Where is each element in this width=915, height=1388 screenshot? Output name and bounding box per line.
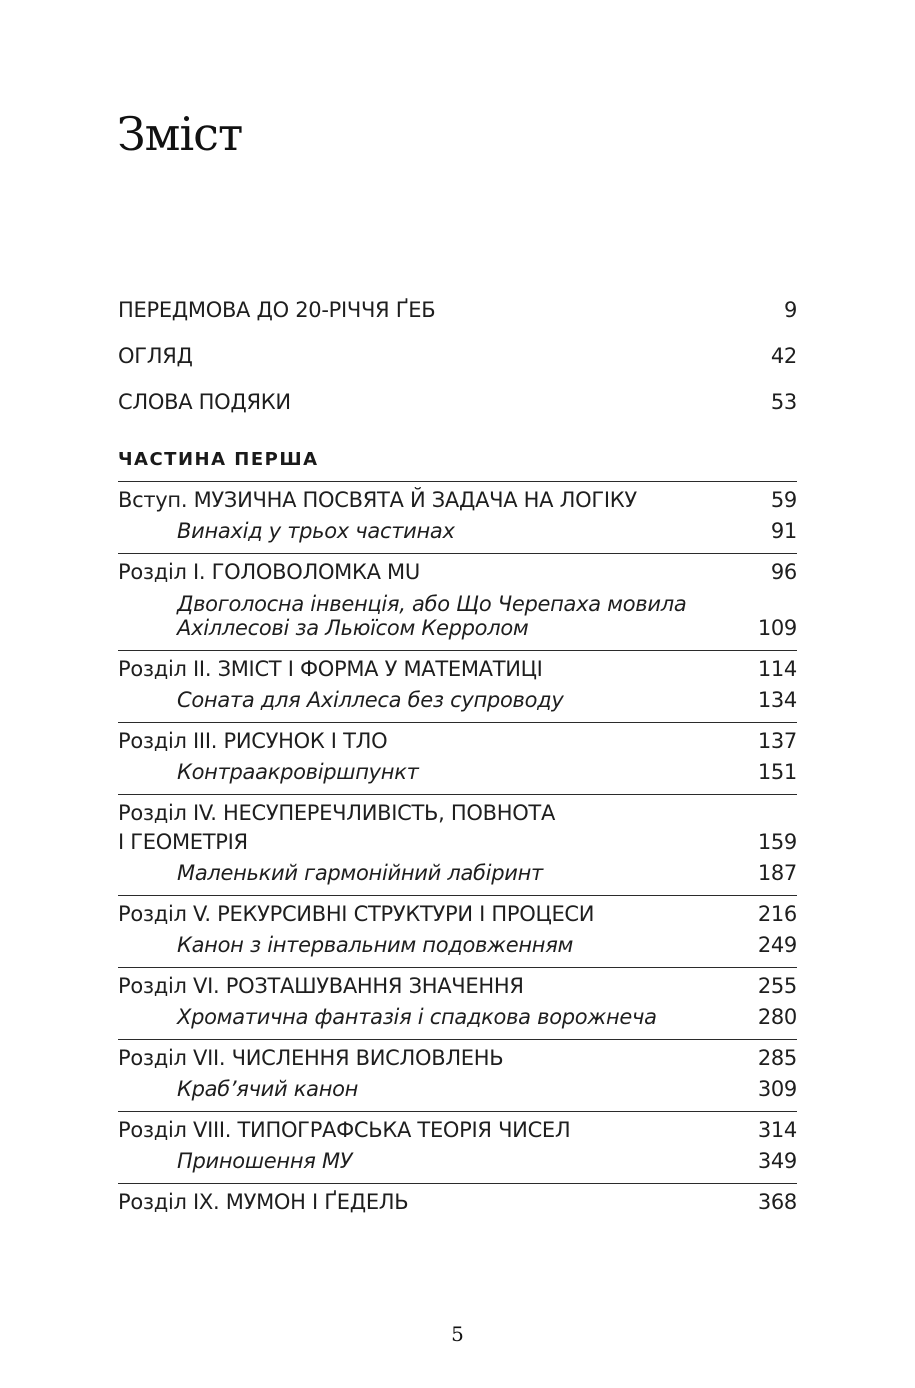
toc-entry-page: 159 — [757, 830, 797, 854]
toc-entry-title: Ахіллесові за Льюїсом Керролом — [177, 616, 529, 640]
toc-entry-page: 151 — [757, 760, 797, 784]
toc-entry-chapter-line2[interactable] — [118, 826, 797, 858]
toc-entry-page: 216 — [757, 902, 797, 926]
toc-entry-chapter[interactable] — [118, 725, 797, 757]
toc-entry-page: 368 — [757, 1190, 797, 1214]
toc-entry-title: Розділ VII. ЧИСЛЕННЯ ВИСЛОВЛЕНЬ — [118, 1046, 504, 1070]
section-divider — [118, 967, 797, 968]
toc-entry-title: ОГЛЯД — [118, 344, 193, 368]
section-divider — [118, 1039, 797, 1040]
toc-entry-page: 249 — [757, 933, 797, 957]
toc-entry-title: Розділ I. ГОЛОВОЛОМКА MU — [118, 560, 420, 584]
toc-entry-page: 309 — [757, 1077, 797, 1101]
toc-entry-page: 314 — [757, 1118, 797, 1142]
toc-entry-title: Канон з інтервальним подовженням — [177, 933, 574, 957]
toc-entry-chapter[interactable] — [118, 1114, 797, 1146]
toc-entry-title: Розділ IV. НЕСУПЕРЕЧЛИВІСТЬ, ПОВНОТА — [118, 801, 556, 825]
section-divider — [118, 722, 797, 723]
toc-entry-page: 114 — [757, 657, 797, 681]
section-divider — [118, 650, 797, 651]
toc-entry-foreword[interactable] — [118, 294, 797, 326]
toc-entry-title: СЛОВА ПОДЯКИ — [118, 390, 291, 414]
toc-entry-dialogue-line2[interactable] — [118, 612, 797, 644]
toc-entry-title: Розділ VI. РОЗТАШУВАННЯ ЗНАЧЕННЯ — [118, 974, 524, 998]
toc-entry-page: 9 — [783, 298, 797, 322]
toc-entry-title: Винахід у трьох частинах — [177, 519, 455, 543]
toc-entry-acknowledgements[interactable] — [118, 386, 797, 418]
toc-entry-chapter[interactable] — [118, 556, 797, 588]
toc-entry-page: 349 — [757, 1149, 797, 1173]
toc-entry-page: 285 — [757, 1046, 797, 1070]
page-number: 5 — [451, 1322, 464, 1346]
toc-entry-title: Соната для Ахіллеса без супроводу — [177, 688, 564, 712]
toc-entry-dialogue[interactable] — [118, 929, 797, 961]
part-heading: ЧАСТИНА ПЕРША — [118, 449, 319, 470]
section-divider — [118, 794, 797, 795]
toc-entry-page: 280 — [757, 1005, 797, 1029]
toc-entry-title: Розділ IX. МУМОН І ҐЕДЕЛЬ — [118, 1190, 409, 1214]
section-divider — [118, 895, 797, 896]
toc-entry-title: Розділ VIII. ТИПОГРАФСЬКА ТЕОРІЯ ЧИСЕЛ — [118, 1118, 571, 1142]
toc-entry-title: Двоголосна інвенція, або Що Черепаха мовила — [177, 592, 687, 616]
toc-entry-title: Маленький гармонійний лабіринт — [177, 861, 543, 885]
toc-entry-dialogue[interactable] — [118, 1145, 797, 1177]
toc-entry-title: ПЕРЕДМОВА ДО 20-РІЧЧЯ ҐЕБ — [118, 298, 436, 322]
toc-entry-dialogue[interactable] — [118, 756, 797, 788]
toc-entry-chapter[interactable] — [118, 970, 797, 1002]
toc-entry-chapter-line1[interactable] — [118, 797, 797, 829]
toc-entry-dialogue[interactable] — [118, 515, 797, 547]
toc-entry-title: Хроматична фантазія і спадкова ворожнеча — [177, 1005, 657, 1029]
toc-entry-page: 53 — [770, 390, 797, 414]
section-divider — [118, 553, 797, 554]
toc-entry-page: 109 — [757, 616, 797, 640]
toc-entry-title: Приношення МУ — [177, 1149, 353, 1173]
toc-entry-page: 134 — [757, 688, 797, 712]
toc-entry-title: Розділ V. РЕКУРСИВНІ СТРУКТУРИ І ПРОЦЕСИ — [118, 902, 595, 926]
toc-entry-title: І ГЕОМЕТРІЯ — [118, 830, 248, 854]
toc-entry-dialogue[interactable] — [118, 1001, 797, 1033]
toc-entry-dialogue[interactable] — [118, 684, 797, 716]
toc-entry-page: 91 — [770, 519, 797, 543]
toc-entry-chapter[interactable] — [118, 1042, 797, 1074]
section-divider — [118, 1111, 797, 1112]
toc-entry-title: Розділ III. РИСУНОК І ТЛО — [118, 729, 388, 753]
toc-entry-overview[interactable] — [118, 340, 797, 372]
toc-entry-title: Краб’ячий канон — [177, 1077, 359, 1101]
toc-entry-dialogue[interactable] — [118, 857, 797, 889]
toc-entry-page: 42 — [770, 344, 797, 368]
toc-entry-chapter[interactable] — [118, 898, 797, 930]
toc-entry-page: 137 — [757, 729, 797, 753]
toc-entry-chapter[interactable] — [118, 484, 797, 516]
toc-entry-page: 59 — [770, 488, 797, 512]
section-divider — [118, 481, 797, 482]
toc-entry-dialogue[interactable] — [118, 1073, 797, 1105]
toc-entry-title: Вступ. МУЗИЧНА ПОСВЯТА Й ЗАДАЧА НА ЛОГІКУ — [118, 488, 637, 512]
toc-entry-title: Контраакровіршпункт — [177, 760, 419, 784]
toc-entry-chapter[interactable] — [118, 653, 797, 685]
page-title: Зміст — [117, 107, 243, 161]
toc-entry-title: Розділ II. ЗМІСТ І ФОРМА У МАТЕМАТИЦІ — [118, 657, 543, 681]
toc-entry-page: 187 — [757, 861, 797, 885]
toc-entry-page: 255 — [757, 974, 797, 998]
section-divider — [118, 1183, 797, 1184]
toc-entry-page: 96 — [770, 560, 797, 584]
toc-entry-chapter[interactable] — [118, 1186, 797, 1218]
